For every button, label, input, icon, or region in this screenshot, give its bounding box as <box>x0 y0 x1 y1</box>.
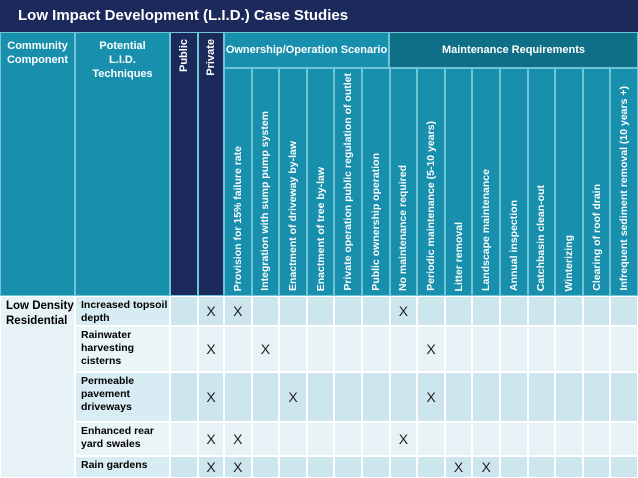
matrix-cell <box>583 326 611 372</box>
column-header-label: Periodic maintenance (5-10 years) <box>424 121 437 291</box>
header-community-component: Community Component <box>0 32 75 296</box>
column-header-11 <box>500 68 528 296</box>
matrix-cell-marked: X <box>417 326 445 372</box>
technique-cell: Rain gardens <box>75 456 170 478</box>
header-ownership-group: Ownership/Operation Scenario <box>224 32 389 68</box>
matrix-cell <box>362 372 390 422</box>
technique-cell: Rainwater harvesting cisterns <box>75 326 170 372</box>
matrix-cell <box>555 326 583 372</box>
matrix-cell-marked: X <box>445 456 473 478</box>
column-header-4 <box>307 68 335 296</box>
header-public: Public <box>170 32 198 296</box>
column-header-6 <box>362 68 390 296</box>
matrix-cell-marked: X <box>252 326 280 372</box>
matrix-cell-marked: X <box>198 456 224 478</box>
matrix-cell <box>362 456 390 478</box>
page-title: Low Impact Development (L.I.D.) Case Studies <box>0 0 638 32</box>
matrix-cell <box>445 422 473 456</box>
matrix-cell <box>500 326 528 372</box>
matrix-cell <box>307 422 335 456</box>
column-header-1 <box>224 68 252 296</box>
matrix-cell <box>390 326 418 372</box>
matrix-cell-marked: X <box>224 296 252 326</box>
matrix-cell <box>334 456 362 478</box>
matrix-cell <box>170 326 198 372</box>
matrix-cell <box>583 372 611 422</box>
matrix-cell <box>555 422 583 456</box>
matrix-cell <box>417 456 445 478</box>
matrix-cell <box>307 296 335 326</box>
matrix-cell <box>583 296 611 326</box>
matrix-cell <box>170 296 198 326</box>
matrix-cell <box>555 296 583 326</box>
matrix-cell <box>252 422 280 456</box>
column-header-label: Provision for 15% failure rate <box>231 145 244 291</box>
community-component-cell: Low Density Residential <box>0 296 75 478</box>
matrix-cell <box>445 296 473 326</box>
header-maintenance-group: Maintenance Requirements <box>389 32 638 68</box>
matrix-cell <box>224 372 252 422</box>
column-header-label: Enactment of driveway by-law <box>286 141 299 291</box>
matrix-cell <box>170 422 198 456</box>
matrix-cell-marked: X <box>472 456 500 478</box>
header-private: Private <box>198 32 224 296</box>
matrix-cell <box>334 422 362 456</box>
header-potential-lid: Potential L.I.D. Techniques <box>75 32 170 296</box>
column-header-13 <box>555 68 583 296</box>
matrix-cell <box>610 456 638 478</box>
matrix-cell <box>528 296 556 326</box>
technique-cell: Permeable pavement driveways <box>75 372 170 422</box>
column-header-label: Clearing of roof drain <box>590 184 603 291</box>
matrix-cell-marked: X <box>417 372 445 422</box>
matrix-cell <box>610 326 638 372</box>
column-header-9 <box>445 68 473 296</box>
matrix-cell <box>417 422 445 456</box>
matrix-cell <box>307 326 335 372</box>
matrix-cell <box>472 326 500 372</box>
technique-cell: Enhanced rear yard swales <box>75 422 170 456</box>
matrix-cell <box>252 296 280 326</box>
matrix-cell <box>500 296 528 326</box>
column-header-2 <box>252 68 280 296</box>
matrix-cell <box>334 296 362 326</box>
column-header-8 <box>417 68 445 296</box>
matrix-cell-marked: X <box>224 422 252 456</box>
column-header-label: Catchbasin clean-out <box>535 184 548 291</box>
column-header-10 <box>472 68 500 296</box>
matrix-cell <box>500 422 528 456</box>
matrix-cell-marked: X <box>390 422 418 456</box>
technique-cell: Increased topsoil depth <box>75 296 170 326</box>
matrix-cell <box>224 326 252 372</box>
matrix-cell <box>583 456 611 478</box>
matrix-cell <box>417 296 445 326</box>
matrix-cell <box>500 372 528 422</box>
matrix-cell <box>472 422 500 456</box>
column-header-7 <box>390 68 418 296</box>
column-header-3 <box>279 68 307 296</box>
matrix-cell <box>390 456 418 478</box>
matrix-cell <box>252 456 280 478</box>
column-header-label: Annual inspection <box>507 199 520 291</box>
matrix-cell-marked: X <box>224 456 252 478</box>
column-header-label: Landscape maintenance <box>480 169 493 291</box>
column-header-14 <box>583 68 611 296</box>
column-header-15 <box>610 68 638 296</box>
matrix-cell <box>528 456 556 478</box>
matrix-cell <box>307 456 335 478</box>
column-header-label: Public ownership operation <box>369 153 382 291</box>
matrix-cell <box>170 456 198 478</box>
matrix-cell <box>528 422 556 456</box>
matrix-cell-marked: X <box>198 326 224 372</box>
matrix-cell <box>555 372 583 422</box>
column-header-label: Integration with sump pump system <box>259 111 272 291</box>
matrix-cell <box>334 326 362 372</box>
matrix-cell-marked: X <box>390 296 418 326</box>
matrix-cell <box>279 422 307 456</box>
matrix-cell <box>390 372 418 422</box>
matrix-cell <box>528 372 556 422</box>
matrix-cell <box>334 372 362 422</box>
column-header-label: Litter removal <box>452 221 465 291</box>
matrix-cell <box>472 296 500 326</box>
matrix-cell-marked: X <box>279 372 307 422</box>
column-header-12 <box>528 68 556 296</box>
matrix-cell <box>610 422 638 456</box>
matrix-cell-marked: X <box>198 296 224 326</box>
column-header-label: Private operation public regulation of outlet <box>342 73 355 291</box>
matrix-cell <box>279 326 307 372</box>
matrix-cell <box>307 372 335 422</box>
column-header-label: Infrequent sediment removal (10 years +) <box>618 86 631 291</box>
matrix-cell <box>170 372 198 422</box>
matrix-cell <box>610 296 638 326</box>
matrix-cell-marked: X <box>198 422 224 456</box>
column-header-label: Winterizing <box>562 234 575 291</box>
matrix-cell <box>279 456 307 478</box>
matrix-cell <box>472 372 500 422</box>
matrix-cell <box>279 296 307 326</box>
column-header-label: Enactment of tree by-law <box>314 166 327 291</box>
matrix-cell <box>362 326 390 372</box>
matrix-cell <box>362 296 390 326</box>
column-header-5 <box>334 68 362 296</box>
matrix-cell <box>445 372 473 422</box>
matrix-cell <box>445 326 473 372</box>
matrix-cell <box>252 372 280 422</box>
matrix-cell <box>610 372 638 422</box>
column-header-label: No maintenance required <box>397 164 410 291</box>
matrix-cell <box>555 456 583 478</box>
matrix-cell-marked: X <box>198 372 224 422</box>
matrix-cell <box>583 422 611 456</box>
matrix-cell <box>528 326 556 372</box>
matrix-cell <box>500 456 528 478</box>
matrix-cell <box>362 422 390 456</box>
